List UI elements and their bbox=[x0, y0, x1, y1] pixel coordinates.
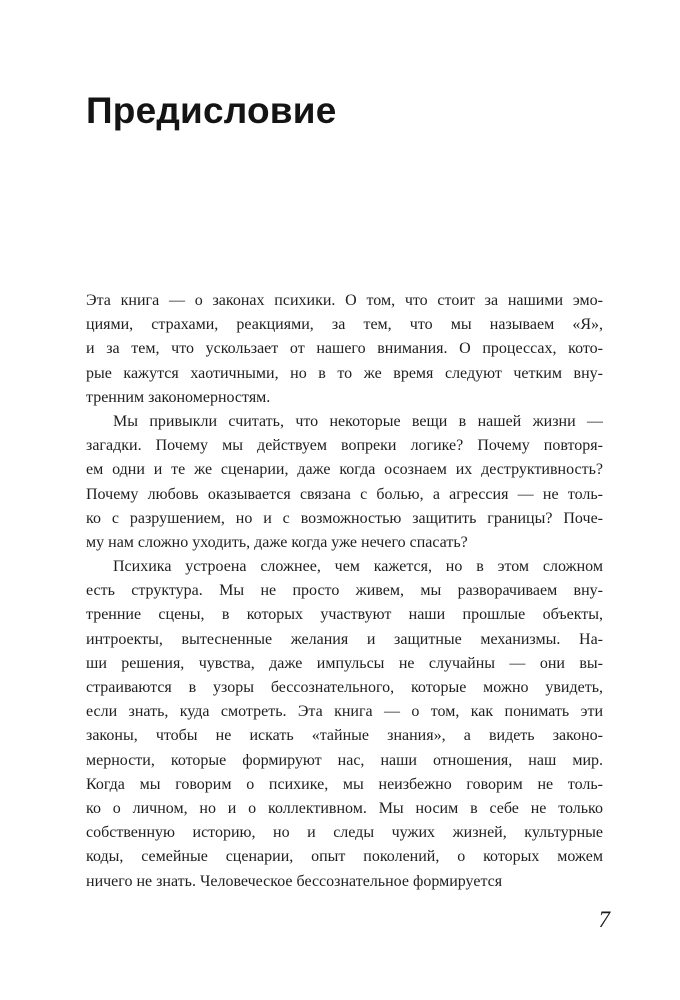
text-line: циями, страхами, реакциями, за тем, что мы называем «Я», bbox=[86, 316, 603, 334]
text-line: коды, семейные сценарии, опыт поколений, о которых можем bbox=[86, 848, 603, 866]
text-line: есть структура. Мы не просто живем, мы разворачиваем вну- bbox=[86, 582, 603, 600]
text-line: тренним закономерностям. bbox=[86, 388, 271, 406]
chapter-title: Предисловие bbox=[86, 90, 337, 131]
text-line: ши решения, чувства, даже импульсы не случайны — они вы- bbox=[86, 654, 603, 672]
paragraph bbox=[86, 555, 603, 894]
text-line: ко о личном, но и о коллективном. Мы носим в себе не только bbox=[86, 799, 603, 817]
text-line: Когда мы говорим о психике, мы неизбежно говорим не толь- bbox=[86, 775, 603, 793]
text-line: Психика устроена сложнее, чем кажется, но в этом сложном bbox=[113, 558, 603, 576]
text-line: мерности, которые формируют нас, наши отношения, наш мир. bbox=[86, 751, 603, 769]
text-line: ничего не знать. Человеческое бессознательное формируется bbox=[86, 872, 503, 890]
text-line: законы, чтобы не искать «тайные знания», а видеть законо- bbox=[86, 727, 603, 745]
text-line: интроекты, вытесненные желания и защитные механизмы. На- bbox=[86, 630, 603, 648]
text-line: ем одни и те же сценарии, даже когда осознаем их деструктивность? bbox=[86, 461, 603, 479]
text-line: страиваются в узоры бессознательного, которые можно увидеть, bbox=[86, 679, 603, 696]
text-line: Почему любовь оказывается связана с болью, а агрессия — не толь- bbox=[86, 485, 603, 503]
text-line: собственную историю, но и следы чужих жизней, культурные bbox=[86, 824, 603, 842]
text-line: тренние сцены, в которых участвуют наши прошлые объекты, bbox=[86, 606, 603, 624]
text-line: загадки. Почему мы действуем вопреки логике? Почему повторя- bbox=[86, 437, 603, 455]
text-line: ко с разрушением, но и с возможностью защитить границы? Поче- bbox=[86, 509, 603, 527]
page-number: 7 bbox=[598, 907, 610, 932]
text-line: рые кажутся хаотичными, но в то же время следуют четким вну- bbox=[86, 364, 603, 382]
paragraph bbox=[86, 410, 603, 555]
text-line: если знать, куда смотреть. Эта книга — о том, как понимать эти bbox=[86, 703, 603, 721]
paragraph bbox=[86, 289, 603, 410]
text-line: му нам сложно уходить, даже когда уже нечего спасать? bbox=[86, 533, 468, 551]
body-text bbox=[86, 289, 603, 894]
text-line: Эта книга — о законах психики. О том, что стоит за нашими эмо- bbox=[86, 292, 603, 309]
text-line: Мы привыкли считать, что некоторые вещи в нашей жизни — bbox=[113, 412, 603, 430]
text-line: и за тем, что ускользает от нашего внимания. О процессах, кото- bbox=[86, 340, 603, 358]
